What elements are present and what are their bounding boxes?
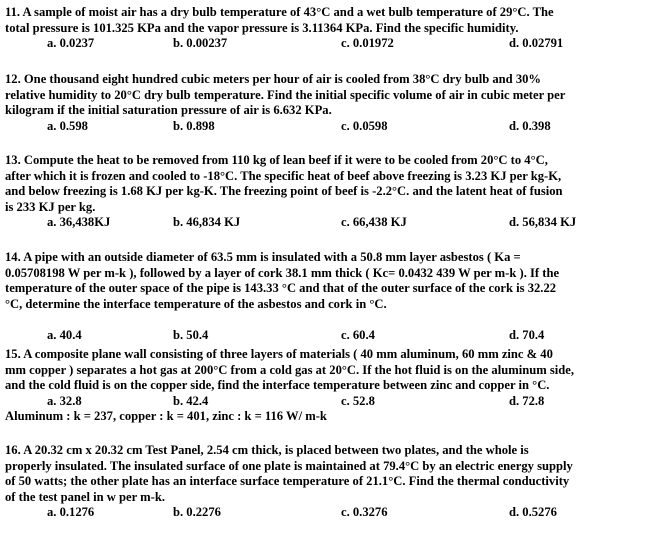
material-conductivities: Aluminum : k = 237, copper : k = 401, zinc : k = 116 W/ m-k <box>5 409 327 423</box>
option-d: d. 70.4 <box>509 327 545 342</box>
answer-options <box>5 119 647 135</box>
question-14 <box>5 250 647 343</box>
question-11 <box>5 5 647 52</box>
spacer <box>5 312 647 328</box>
option-b: b. 42.4 <box>173 393 209 408</box>
option-d: d. 56,834 KJ <box>509 215 577 229</box>
answer-options <box>5 328 647 344</box>
question-text: is 233 KJ per kg. <box>5 199 96 214</box>
question-15 <box>5 347 647 425</box>
question-text: total pressure is 101.325 KPa and the vapor pressure is 3.11364 KPa. Find the specific humidity. <box>5 20 519 35</box>
question-text: 15. A composite plane wall consisting of three layers of materials ( 40 mm aluminum, 60 mm zinc & 40 <box>5 347 553 361</box>
question-text: mm copper ) separates a hot gas at 200°C from a cold gas at 20°C. If the hot fluid is on the aluminum side, <box>5 362 574 377</box>
question-text: kilogram if the initial saturation pressure of air is 6.632 KPa. <box>5 103 332 117</box>
option-d: d. 0.02791 <box>509 36 564 50</box>
answer-options <box>5 215 647 231</box>
option-c: c. 60.4 <box>341 327 375 342</box>
option-a: a. 0.1276 <box>47 505 95 519</box>
question-text: properly insulated. The insulated surface of one plate is maintained at 79.4°C by an electric energy supply <box>5 458 573 473</box>
option-c: c. 0.3276 <box>341 505 388 519</box>
option-b: b. 46,834 KJ <box>173 215 241 229</box>
option-d: d. 0.5276 <box>509 505 557 519</box>
answer-options <box>5 505 647 521</box>
question-text: relative humidity to 20°C dry bulb temperature. Find the initial specific volume of air in cubic meter per <box>5 87 566 102</box>
question-text: and below freezing is 1.68 KJ per kg-K. The freezing point of beef is -2.2°C. and the latent heat of fusion <box>5 184 563 198</box>
question-text: and the cold fluid is on the copper side, find the interface temperature between zinc and copper in °C. <box>5 378 550 392</box>
option-c: c. 66,438 KJ <box>341 215 407 229</box>
question-text: of the test panel in w per m-k. <box>5 489 165 504</box>
question-text: 0.05708198 W per m-k ), followed by a layer of cork 38.1 mm thick ( Kc= 0.0432 439 W per m-k ). If the <box>5 265 560 280</box>
option-a: a. 32.8 <box>47 393 82 408</box>
option-a: a. 36,438KJ <box>47 215 111 229</box>
option-b: b. 50.4 <box>173 327 209 342</box>
question-text: temperature of the outer space of the pipe is 143.33 °C and that of the outer surface of the cork is 32.22 <box>5 281 557 295</box>
answer-options <box>5 394 647 410</box>
option-c: c. 0.01972 <box>341 36 394 50</box>
question-text: 12. One thousand eight hundred cubic meters per hour of air is cooled from 38°C dry bulb and 30% <box>5 72 542 86</box>
option-c: c. 52.8 <box>341 393 375 408</box>
option-b: b. 0.00237 <box>173 36 228 50</box>
question-16 <box>5 443 647 521</box>
answer-options <box>5 36 647 52</box>
option-b: b. 0.2276 <box>173 505 221 519</box>
option-b: b. 0.898 <box>173 118 215 133</box>
question-text: after which it is frozen and cooled to -18°C. The specific heat of beef above freezing is 3.23 KJ per kg-K, <box>5 168 562 183</box>
question-text: of 50 watts; the other plate has an interface surface temperature of 21.1°C. Find the thermal conductivity <box>5 474 570 488</box>
option-a: a. 0.598 <box>47 118 88 133</box>
question-text: 14. A pipe with an outside diameter of 63.5 mm is insulated with a 50.8 mm layer asbestos ( Ka = <box>5 250 521 264</box>
option-d: d. 0.398 <box>509 118 551 133</box>
option-a: a. 40.4 <box>47 327 82 342</box>
question-text: 13. Compute the heat to be removed from 110 kg of lean beef if it were to be cooled from 20°C to 4°C, <box>5 153 548 167</box>
question-13 <box>5 153 647 231</box>
option-a: a. 0.0237 <box>47 36 95 50</box>
question-12 <box>5 72 647 134</box>
question-text: °C, determine the interface temperature of the asbestos and cork in °C. <box>5 296 387 311</box>
question-text: 11. A sample of moist air has a dry bulb temperature of 43°C and a wet bulb temperature of 29°C. The <box>5 5 554 19</box>
option-d: d. 72.8 <box>509 393 545 408</box>
question-text: 16. A 20.32 cm x 20.32 cm Test Panel, 2.54 cm thick, is placed between two plates, and the whole is <box>5 443 529 457</box>
option-c: c. 0.0598 <box>341 118 388 133</box>
